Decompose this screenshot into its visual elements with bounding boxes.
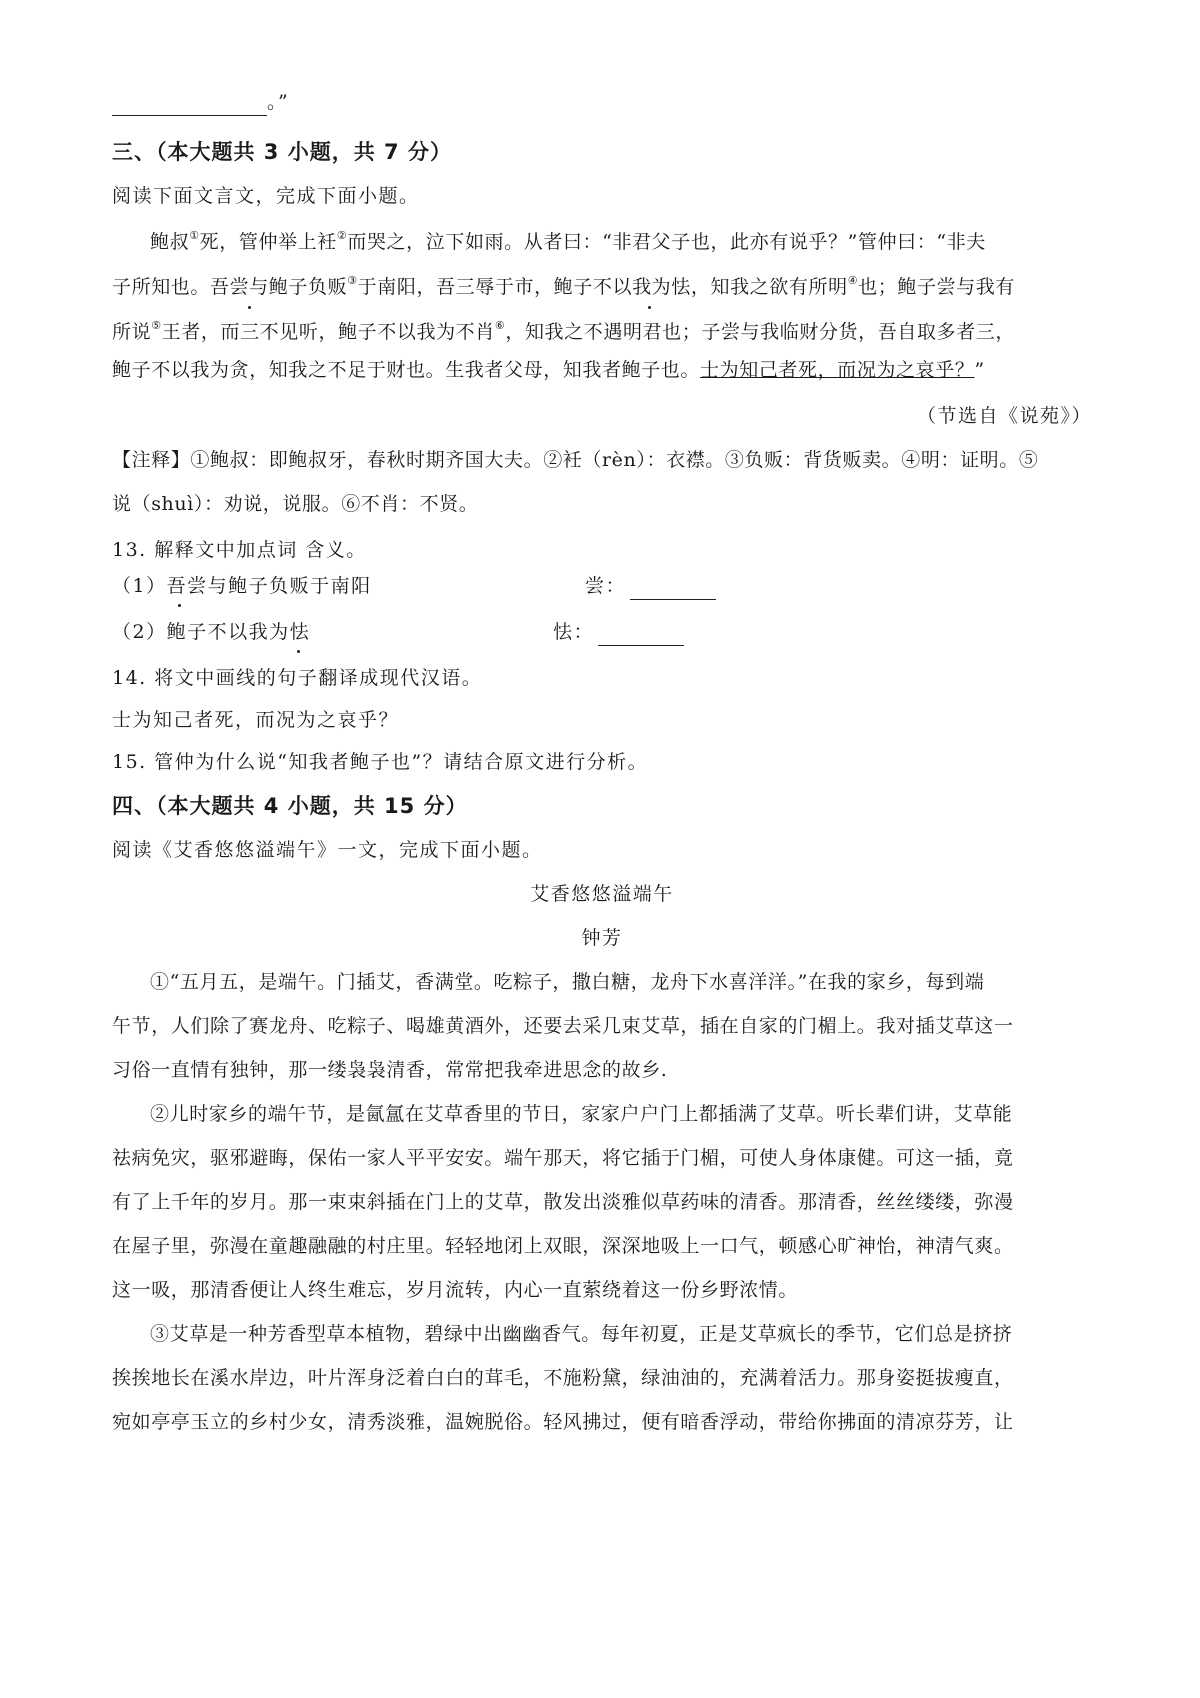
classical-passage-line-4: 鲍子不以我为贪，知我之不足于财也。生我者父母，知我者鲍子也。士为知己者死，而况为之哀乎？” bbox=[112, 359, 985, 381]
answer-line-continuation bbox=[112, 88, 1092, 116]
section-3-instruction: 阅读下面文言文，完成下面小题。 bbox=[112, 185, 420, 207]
question-15: 15. 管仲为什么说“知我者鲍子也”？请结合原文进行分析。 bbox=[112, 751, 649, 773]
underlined-sentence: 士为知己者死，而况为之哀乎？ bbox=[700, 359, 975, 381]
section-4-heading: 四、（本大题共 4 小题，共 15 分） bbox=[112, 794, 468, 818]
classical-passage-line-3: 所说⑤王者，而三不见听，鲍子不以我为不肖⑥，知我之不遇明君也；子尝与我临财分货，吾自取多者三， bbox=[112, 318, 1015, 343]
question-13-item-2: （2）鲍子不以我为怯 bbox=[112, 621, 311, 643]
emphasis-dot-qie bbox=[648, 306, 651, 309]
essay-p3-line-2: 挨挨地长在溪水岸边，叶片浑身泛着白白的茸毛，不施粉黛，绿油油的，充满着活力。那身姿挺拔瘦直， bbox=[112, 1367, 1014, 1389]
section-4-instruction: 阅读《艾香悠悠溢端午》一文，完成下面小题。 bbox=[112, 839, 543, 861]
essay-p2-line-4: 在屋子里，弥漫在童趣融融的村庄里。轻轻地闭上双眼，深深地吸上一口气，顿感心旷神怡，神清气爽。 bbox=[112, 1235, 1014, 1257]
essay-title: 艾香悠悠溢端午 bbox=[530, 883, 674, 905]
emphasis-dot-chang-q bbox=[178, 604, 181, 607]
classical-passage-line-1: 鲍叔①死，管仲举上衽②而哭之，泣下如雨。从者曰：“非君父子也，此亦有说乎？”管仲曰：“非夫 bbox=[150, 228, 986, 253]
emphasis-dot-qie-q bbox=[297, 650, 300, 653]
essay-p2-line-3: 有了上千年的岁月。那一束束斜插在门上的艾草，散发出淡雅似草药味的清香。那清香，丝丝缕缕，弥漫 bbox=[112, 1191, 1014, 1213]
emphasis-dot-chang bbox=[248, 306, 251, 309]
question-14-sentence: 士为知己者死，而况为之哀乎？ bbox=[112, 709, 400, 731]
question-14: 14. 将文中画线的句子翻译成现代汉语。 bbox=[112, 667, 483, 689]
section-3-heading: 三、（本大题共 3 小题，共 7 分） bbox=[112, 140, 452, 164]
essay-p2-line-5: 这一吸，那清香便让人终生难忘，岁月流转，内心一直萦绕着这一份乡野浓情。 bbox=[112, 1279, 799, 1301]
answer-blank-2[interactable] bbox=[598, 625, 684, 646]
question-13-answer-1: 尝： bbox=[585, 572, 885, 600]
question-13-item-1: （1）吾尝与鲍子负贩于南阳 bbox=[112, 575, 372, 597]
essay-p1-line-2: 午节，人们除了赛龙舟、吃粽子、喝雄黄酒外，还要去采几束艾草，插在自家的门楣上。我对插艾草这一 bbox=[112, 1015, 1014, 1037]
essay-author: 钟芳 bbox=[581, 927, 623, 949]
answer-blank bbox=[112, 95, 267, 116]
essay-p3-line-1: ③艾草是一种芳香型草本植物，碧绿中出幽幽香气。每年初夏，正是艾草疯长的季节，它们总是挤挤 bbox=[150, 1323, 1013, 1345]
classical-passage-line-2: 子所知也。吾尝与鲍子负贩③于南阳，吾三辱于市，鲍子不以我为怯，知我之欲有所明④也；鲍子尝与我有 bbox=[112, 273, 1015, 298]
annotation-line-2: 说（shuì）：劝说，说服。⑥不肖：不贤。 bbox=[112, 493, 479, 515]
essay-p1-line-3: 习俗一直情有独钟，那一缕袅袅清香，常常把我牵进思念的故乡. bbox=[112, 1059, 668, 1081]
question-13: 13. 解释文中加点词 含义。 bbox=[112, 539, 367, 561]
question-13-answer-2: 怯： bbox=[553, 618, 853, 646]
annotation-line-1: 【注释】①鲍叔：即鲍叔牙，春秋时期齐国大夫。②衽（rèn）：衣襟。③负贩：背货贩卖。④明：证明。⑤ bbox=[112, 449, 1039, 471]
essay-p2-line-2: 祛病免灾，驱邪避晦，保佑一家人平平安安。端午那天，将它插于门楣，可使人身体康健。可这一插，竟 bbox=[112, 1147, 1014, 1169]
essay-p2-line-1: ②儿时家乡的端午节，是氤氲在艾草香里的节日，家家户户门上都插满了艾草。听长辈们讲，艾草能 bbox=[150, 1103, 1013, 1125]
essay-p1-line-1: ①“五月五，是端午。门插艾，香满堂。吃粽子，撒白糖，龙舟下水喜洋洋。”在我的家乡，每到端 bbox=[150, 971, 985, 993]
passage-source: （节选自《说苑》） bbox=[916, 405, 1092, 427]
answer-blank-1[interactable] bbox=[630, 579, 716, 600]
essay-p3-line-3: 宛如亭亭玉立的乡村少女，清秀淡雅，温婉脱俗。轻风拂过，便有暗香浮动，带给你拂面的清凉芬芳，让 bbox=[112, 1411, 1014, 1433]
closing-quote: 。” bbox=[267, 91, 290, 113]
